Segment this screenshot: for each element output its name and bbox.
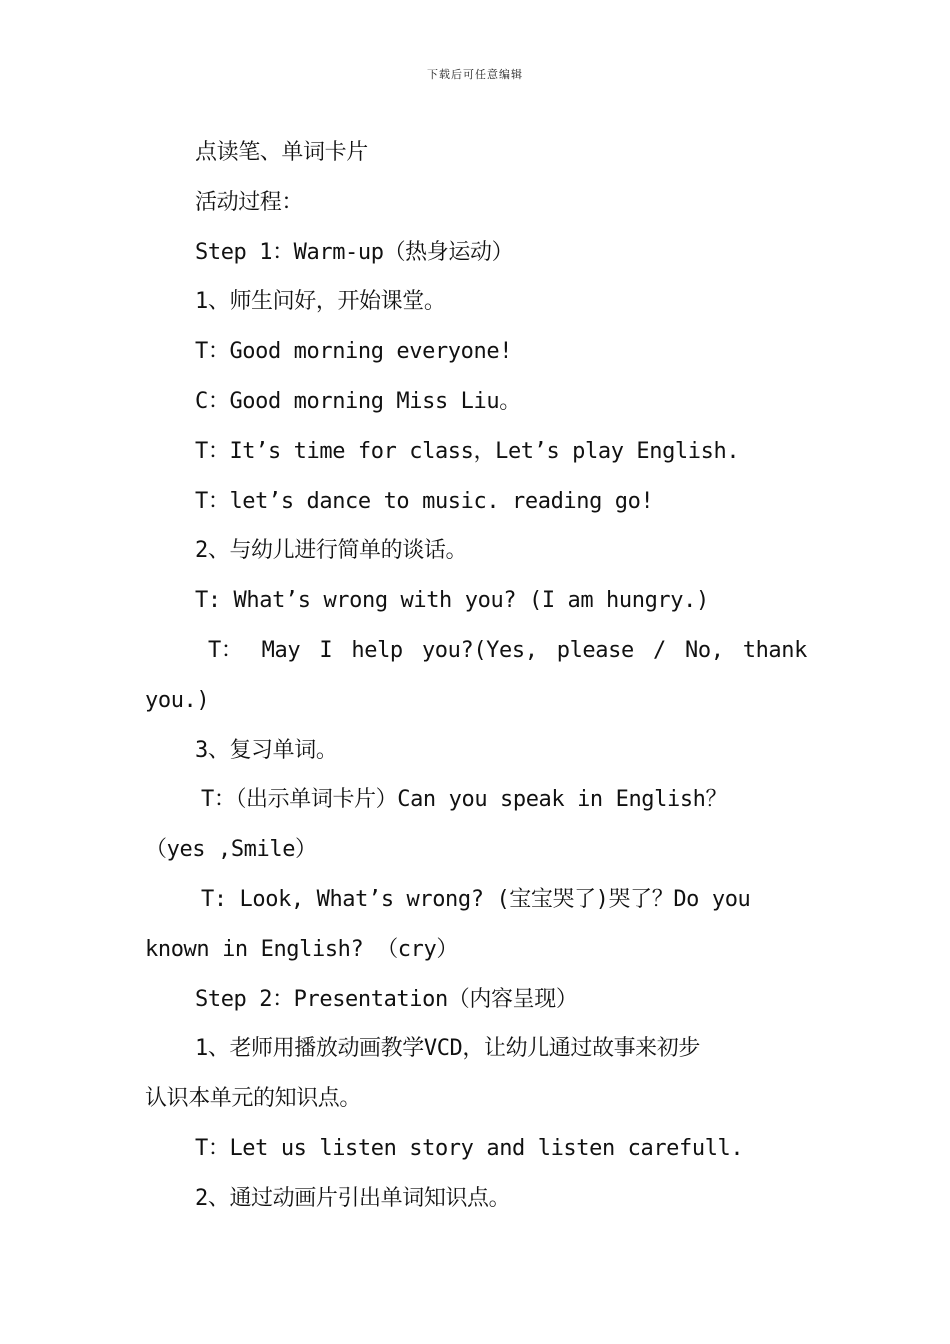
text-line: known in English? （cry）	[145, 936, 458, 962]
text-line: T：Good morning everyone!	[195, 339, 513, 365]
text-line: 点读笔、单词卡片	[195, 140, 368, 165]
text-line: T：It’s time for class，Let’s play English.	[195, 438, 740, 464]
word: May	[261, 637, 301, 663]
text-line: T: What’s wrong with you? (I am hungry.)	[195, 588, 709, 614]
word: you?(Yes,	[421, 637, 538, 663]
text-line: you.)	[145, 687, 210, 713]
text-line: 1、老师用播放动画教学VCD，让幼儿通过故事来初步	[195, 1036, 700, 1062]
word: T：	[208, 637, 243, 663]
text-line: 认识本单元的知识点。	[145, 1086, 362, 1112]
text-line: T: Look, What’s wrong? (宝宝哭了)哭了？Do you	[201, 886, 751, 912]
text-line: T：（出示单词卡片）Can you speak in English？	[201, 787, 728, 813]
word: please	[556, 637, 634, 663]
text-line: （yes ,Smile）	[145, 837, 317, 863]
justified-text-line	[145, 626, 807, 676]
text-line: T：Let us listen story and listen carefull.	[195, 1135, 744, 1161]
document-body	[145, 128, 807, 1224]
text-line: 1、师生问好，开始课堂。	[195, 289, 446, 315]
word: I	[319, 637, 333, 663]
text-line: 2、通过动画片引出单词知识点。	[195, 1185, 511, 1211]
word: thank	[742, 637, 807, 663]
text-line: T：let’s dance to music. reading go!	[195, 488, 654, 514]
text-line: 3、复习单词。	[195, 737, 338, 763]
word: No,	[685, 637, 724, 663]
word: /	[652, 637, 666, 663]
text-line: 活动过程：	[195, 189, 304, 215]
word: help	[351, 637, 403, 663]
text-line: Step 1：Warm-up（热身运动）	[195, 239, 514, 265]
text-line: C：Good morning Miss Liu。	[195, 388, 521, 414]
text-line: 2、与幼儿进行简单的谈话。	[195, 538, 468, 564]
page-header: 下载后可任意编辑	[427, 68, 523, 81]
text-line: Step 2：Presentation（内容呈现）	[195, 986, 578, 1012]
